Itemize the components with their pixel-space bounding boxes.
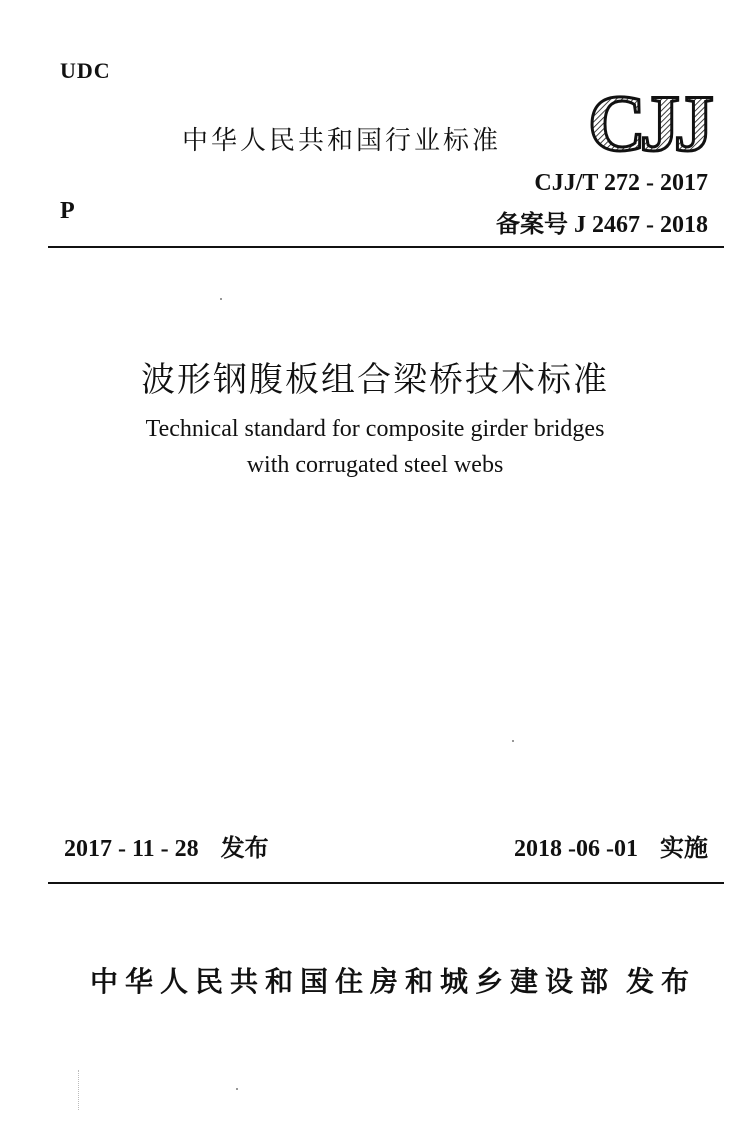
issuer-name: 中华人民共和国住房和城乡建设部: [90, 965, 616, 998]
cjj-logo: [578, 86, 718, 158]
title-english-line2: with corrugated steel webs: [246, 452, 504, 478]
scan-mark: [78, 1070, 80, 1110]
scan-speck: [220, 298, 222, 300]
category-letter: P: [60, 198, 75, 224]
standard-type: 中华人民共和国行业标准: [182, 126, 502, 156]
effective-label: 实施: [660, 834, 708, 862]
header-divider: [48, 246, 724, 248]
title-english-line1: Technical standard for composite girder bridges: [145, 416, 605, 442]
title-chinese: 波形钢腹板组合梁桥技术标准: [141, 360, 609, 400]
issue-date-line: [64, 828, 269, 863]
dates-divider: [48, 882, 724, 884]
issue-label: 发布: [220, 834, 269, 862]
issuer-label: 发布: [626, 965, 697, 998]
standard-number: CJJ/T 272 - 2017: [534, 170, 708, 196]
udc-label: UDC: [60, 58, 111, 83]
record-number: 备案号 J 2467 - 2018: [496, 212, 708, 238]
effective-date: 2018 -06 -01: [514, 836, 638, 862]
scan-speck: [512, 740, 514, 742]
effective-date-line: [514, 828, 708, 863]
issue-date: 2017 - 11 - 28: [64, 836, 199, 862]
svg-text:CJJ: CJJ: [588, 86, 708, 158]
scan-speck: [236, 1088, 238, 1090]
